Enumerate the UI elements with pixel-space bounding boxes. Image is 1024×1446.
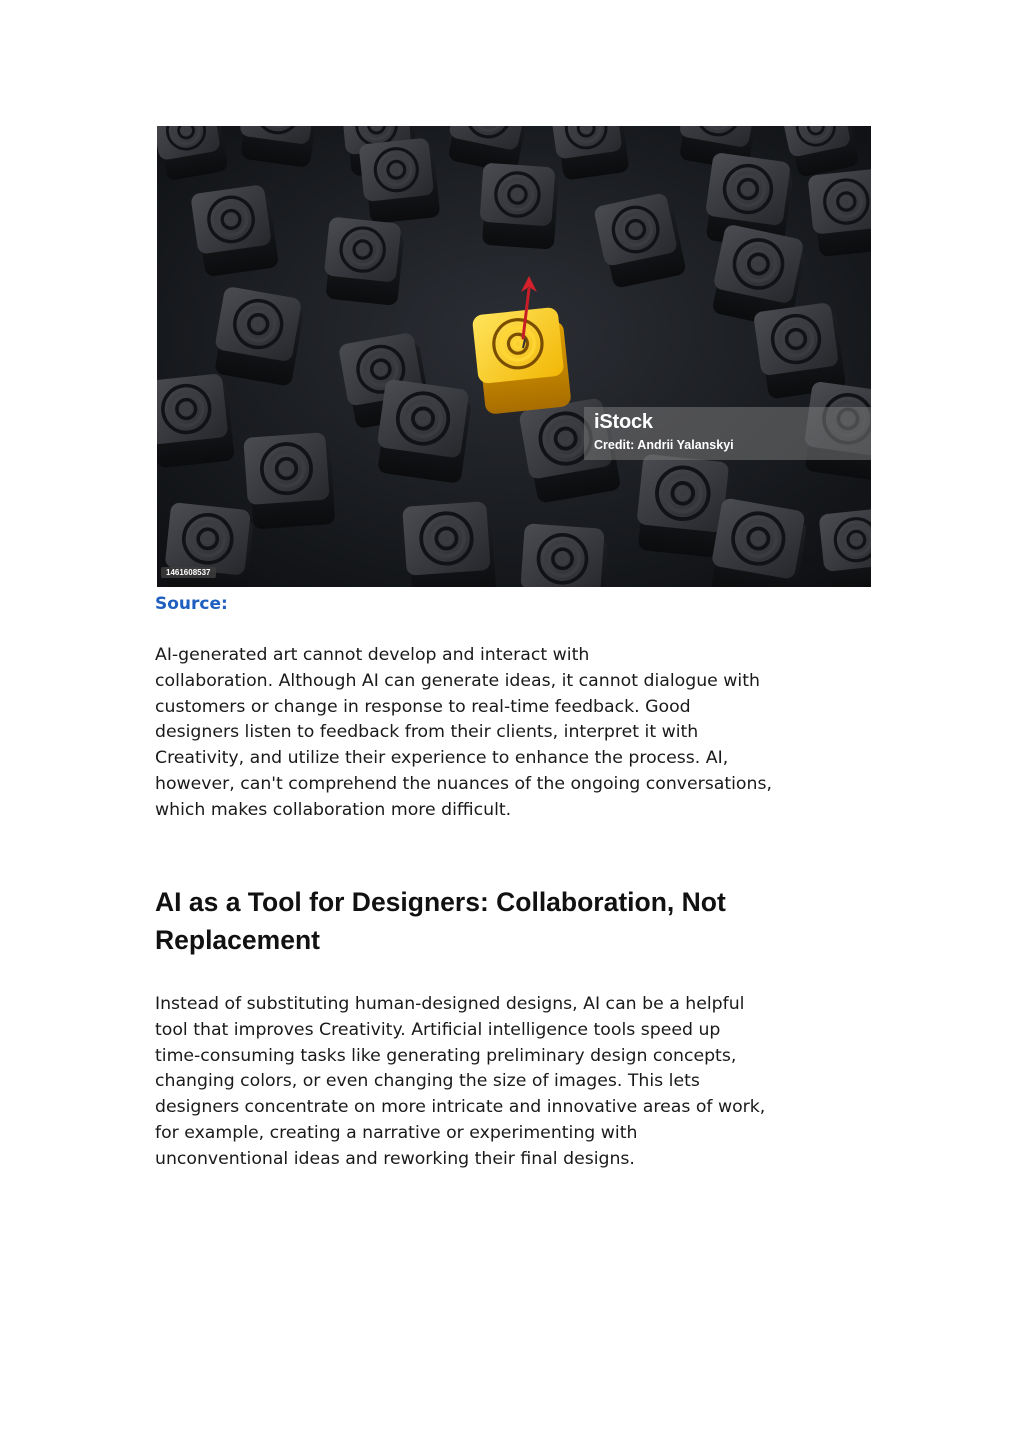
dark-cube: [243, 432, 335, 530]
dark-cube: [359, 137, 441, 224]
image-id-badge: 1461608537: [161, 567, 216, 578]
paragraph-line: Instead of substituting human-designed designs, AI can be a helpful: [155, 994, 745, 1014]
cubes-target-illustration: [157, 126, 871, 587]
paragraph-line: changing colors, or even changing the size of images. This lets: [155, 1071, 700, 1092]
paragraph-line: for example, creating a narrative or experimenting with: [155, 1122, 638, 1143]
dark-cube: [402, 501, 496, 587]
dark-cube: [373, 379, 473, 484]
heading-line: AI as a Tool for Designers: Collaboration, Not: [155, 887, 726, 917]
dark-cube: [210, 286, 306, 387]
istock-logo: iStock: [594, 411, 653, 433]
paragraph-line: unconventional ideas and reworking their final designs.: [155, 1148, 635, 1169]
paragraph-line: AI-generated art cannot develop and interact with: [155, 645, 590, 665]
photo-credit: Credit: Andrii Yalanskyi: [594, 438, 734, 452]
source-link[interactable]: Source:: [155, 594, 228, 614]
paragraph-ai-tool: [155, 992, 875, 1173]
dark-cube: [707, 497, 810, 587]
paragraph-line: designers concentrate on more intricate and innovative areas of work,: [155, 1097, 766, 1118]
paragraph-line: which makes collaboration more difficult.: [155, 799, 512, 820]
dark-cube: [478, 163, 560, 250]
dark-cube: [321, 216, 405, 305]
paragraph-line: collaboration. Although AI can generate ideas, it cannot dialogue with: [155, 670, 760, 691]
hero-image: [157, 126, 871, 587]
section-heading: [155, 884, 875, 959]
paragraph-line: customers or change in response to real-time feedback. Good: [155, 696, 691, 717]
dark-cube: [519, 523, 609, 587]
paragraph-line: tool that improves Creativity. Artificial intelligence tools speed up: [155, 1019, 721, 1040]
yellow-cube: [472, 306, 572, 415]
paragraph-line: designers listen to feedback from their clients, interpret it with: [155, 722, 699, 743]
paragraph-line: time-consuming tasks like generating preliminary design concepts,: [155, 1045, 737, 1066]
istock-watermark: [584, 407, 871, 460]
dark-cube: [157, 373, 235, 469]
heading-line: Replacement: [155, 924, 320, 955]
paragraph-collaboration: [155, 643, 875, 824]
paragraph-line: however, can't comprehend the nuances of the ongoing conversations,: [155, 773, 772, 794]
paragraph-line: Creativity, and utilize their experience to enhance the process. AI,: [155, 748, 729, 769]
